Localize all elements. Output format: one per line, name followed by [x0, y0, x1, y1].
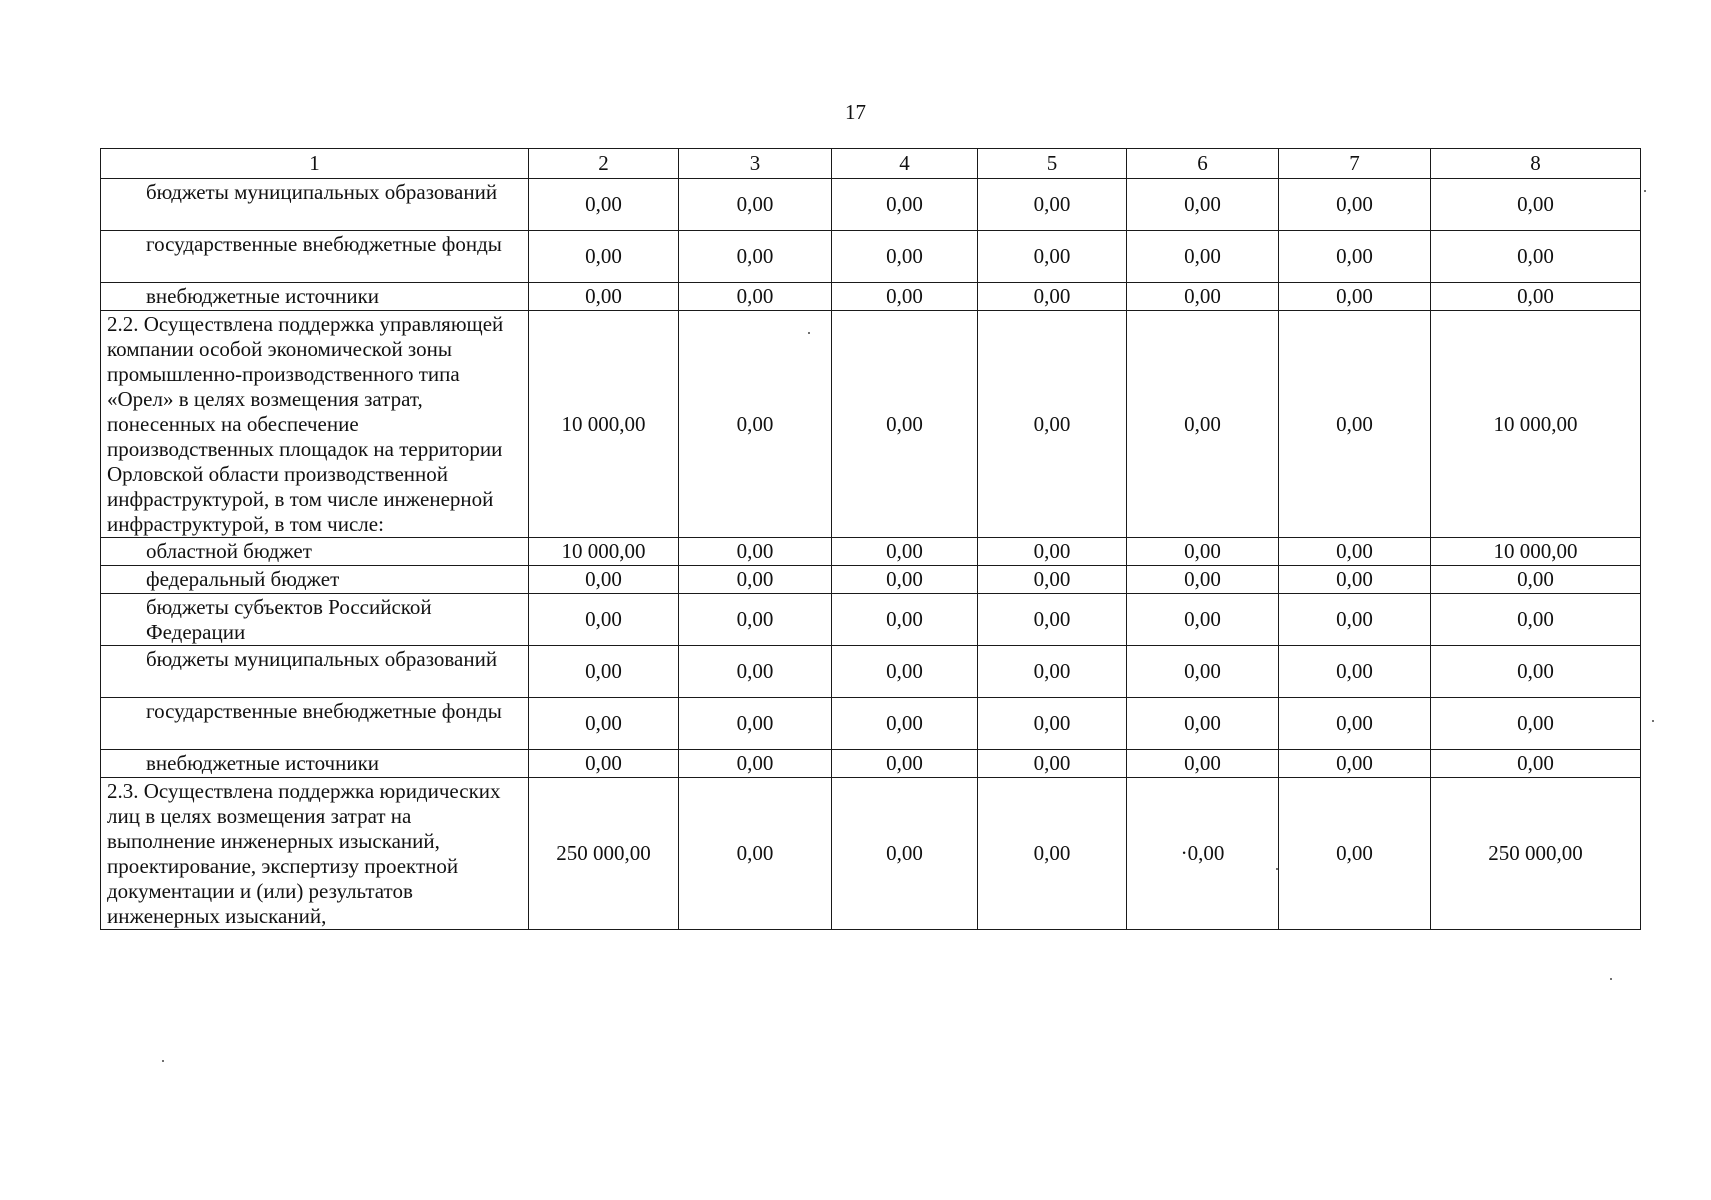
value-cell-col-2: 0,00: [529, 231, 679, 283]
column-header-3: 3: [679, 149, 832, 179]
column-header-6: 6: [1127, 149, 1279, 179]
funding-source-row: [101, 179, 1641, 231]
value-cell-col-2: 10 000,00: [529, 538, 679, 566]
value-cell-col-8: 0,00: [1431, 283, 1641, 311]
table-header: [101, 149, 1641, 179]
value-cell-col-6: 0,00: [1127, 179, 1279, 231]
value-cell-col-4: 0,00: [832, 646, 978, 698]
value-cell-col-3: 0,00: [679, 698, 832, 750]
value-cell-col-3: 0,00: [679, 231, 832, 283]
value-cell-col-5: 0,00: [978, 231, 1127, 283]
value-cell-col-3: 0,00: [679, 750, 832, 778]
value-cell-col-3: 0,00: [679, 778, 832, 930]
value-cell-col-8: 250 000,00: [1431, 778, 1641, 930]
value-cell-col-8: 10 000,00: [1431, 311, 1641, 538]
funding-source-row: [101, 538, 1641, 566]
measure-row: [101, 778, 1641, 930]
value-cell-col-3: 0,00: [679, 594, 832, 646]
funding-source-row: [101, 283, 1641, 311]
scan-speck: [1652, 720, 1654, 722]
value-cell-col-3: 0,00: [679, 311, 832, 538]
column-header-1: 1: [101, 149, 529, 179]
funding-source-row: [101, 646, 1641, 698]
value-cell-col-6: 0,00: [1127, 646, 1279, 698]
value-cell-col-2: 0,00: [529, 750, 679, 778]
value-cell-col-7: 0,00: [1279, 231, 1431, 283]
value-cell-col-6: 0,00: [1127, 698, 1279, 750]
value-cell-col-2: 0,00: [529, 179, 679, 231]
value-cell-col-8: 0,00: [1431, 646, 1641, 698]
column-header-2: 2: [529, 149, 679, 179]
value-cell-col-6: 0,00: [1127, 311, 1279, 538]
scan-speck: [1276, 868, 1278, 870]
value-cell-col-2: 250 000,00: [529, 778, 679, 930]
funding-source-label: федеральный бюджет: [101, 566, 529, 594]
value-cell-col-2: 0,00: [529, 283, 679, 311]
funding-source-label: внебюджетные источники: [101, 750, 529, 778]
value-cell-col-7: 0,00: [1279, 311, 1431, 538]
column-header-7: 7: [1279, 149, 1431, 179]
scan-speck: [808, 332, 810, 334]
value-cell-col-5: 0,00: [978, 750, 1127, 778]
value-cell-col-6: 0,00: [1127, 231, 1279, 283]
value-cell-col-5: 0,00: [978, 594, 1127, 646]
budget-table: [100, 148, 1641, 930]
value-cell-col-3: 0,00: [679, 283, 832, 311]
value-cell-col-4: 0,00: [832, 566, 978, 594]
value-cell-col-3: 0,00: [679, 646, 832, 698]
funding-source-row: [101, 231, 1641, 283]
value-cell-col-5: 0,00: [978, 311, 1127, 538]
column-header-5: 5: [978, 149, 1127, 179]
value-cell-col-4: 0,00: [832, 698, 978, 750]
value-cell-col-6: 0,00: [1127, 566, 1279, 594]
value-cell-col-5: 0,00: [978, 179, 1127, 231]
value-cell-col-8: 0,00: [1431, 566, 1641, 594]
header-row: [101, 149, 1641, 179]
funding-source-label: внебюджетные источники: [101, 283, 529, 311]
value-cell-col-4: 0,00: [832, 311, 978, 538]
value-cell-col-5: 0,00: [978, 566, 1127, 594]
value-cell-col-6: 0,00: [1127, 594, 1279, 646]
value-cell-col-3: 0,00: [679, 538, 832, 566]
value-cell-col-7: 0,00: [1279, 698, 1431, 750]
value-cell-col-2: 0,00: [529, 698, 679, 750]
value-cell-col-8: 0,00: [1431, 231, 1641, 283]
value-cell-col-2: 10 000,00: [529, 311, 679, 538]
value-cell-col-7: 0,00: [1279, 283, 1431, 311]
scan-speck: [162, 1060, 164, 1062]
value-cell-col-5: 0,00: [978, 538, 1127, 566]
funding-source-label: бюджеты субъектов Российской Федерации: [101, 594, 529, 646]
value-cell-col-7: 0,00: [1279, 594, 1431, 646]
value-cell-col-8: 10 000,00: [1431, 538, 1641, 566]
value-cell-col-7: 0,00: [1279, 566, 1431, 594]
page-number: 17: [845, 100, 866, 124]
measure-description: 2.2. Осуществлена поддержка управляющей компании особой экономической зоны промышленно-производственного типа «Орел» в целях возмещения затрат, понесенных на обеспечение производственных площадок на территории Орловской области производственной инфраструктурой, в том числе инженерной инфраструктурой, в том числе:: [101, 311, 529, 538]
value-cell-col-5: 0,00: [978, 698, 1127, 750]
funding-source-row: [101, 750, 1641, 778]
measure-row: [101, 311, 1641, 538]
value-cell-col-5: 0,00: [978, 778, 1127, 930]
value-cell-col-7: 0,00: [1279, 179, 1431, 231]
table-body: [101, 179, 1641, 930]
value-cell-col-7: 0,00: [1279, 538, 1431, 566]
column-header-4: 4: [832, 149, 978, 179]
value-cell-col-7: 0,00: [1279, 750, 1431, 778]
value-cell-col-7: 0,00: [1279, 778, 1431, 930]
funding-source-label: бюджеты муниципальных образований: [101, 646, 529, 698]
value-cell-col-2: 0,00: [529, 646, 679, 698]
measure-description: 2.3. Осуществлена поддержка юридических лиц в целях возмещения затрат на выполнение инженерных изысканий, проектирование, экспертизу проектной документации и (или) результатов инженерных изысканий,: [101, 778, 529, 930]
funding-source-label: областной бюджет: [101, 538, 529, 566]
value-cell-col-4: 0,00: [832, 231, 978, 283]
value-cell-col-4: 0,00: [832, 179, 978, 231]
funding-source-label: государственные внебюджетные фонды: [101, 231, 529, 283]
value-cell-col-8: 0,00: [1431, 750, 1641, 778]
column-header-8: 8: [1431, 149, 1641, 179]
funding-source-row: [101, 594, 1641, 646]
value-cell-col-7: 0,00: [1279, 646, 1431, 698]
value-cell-col-4: 0,00: [832, 750, 978, 778]
funding-source-row: [101, 698, 1641, 750]
value-cell-col-8: 0,00: [1431, 179, 1641, 231]
value-cell-col-6: 0,00: [1127, 283, 1279, 311]
value-cell-col-6: 0,00: [1127, 538, 1279, 566]
value-cell-col-8: 0,00: [1431, 698, 1641, 750]
value-cell-col-4: 0,00: [832, 778, 978, 930]
funding-source-label: бюджеты муниципальных образований: [101, 179, 529, 231]
value-cell-col-4: 0,00: [832, 538, 978, 566]
value-cell-col-5: 0,00: [978, 283, 1127, 311]
value-cell-col-6: 0,00: [1127, 750, 1279, 778]
funding-source-label: государственные внебюджетные фонды: [101, 698, 529, 750]
scan-speck: [1610, 978, 1612, 980]
scan-speck: [1644, 190, 1646, 192]
value-cell-col-2: 0,00: [529, 566, 679, 594]
funding-source-row: [101, 566, 1641, 594]
value-cell-col-2: 0,00: [529, 594, 679, 646]
value-cell-col-3: 0,00: [679, 179, 832, 231]
value-cell-col-4: 0,00: [832, 283, 978, 311]
value-cell-col-5: 0,00: [978, 646, 1127, 698]
value-cell-col-4: 0,00: [832, 594, 978, 646]
value-cell-col-6: ·0,00: [1127, 778, 1279, 930]
value-cell-col-3: 0,00: [679, 566, 832, 594]
value-cell-col-8: 0,00: [1431, 594, 1641, 646]
